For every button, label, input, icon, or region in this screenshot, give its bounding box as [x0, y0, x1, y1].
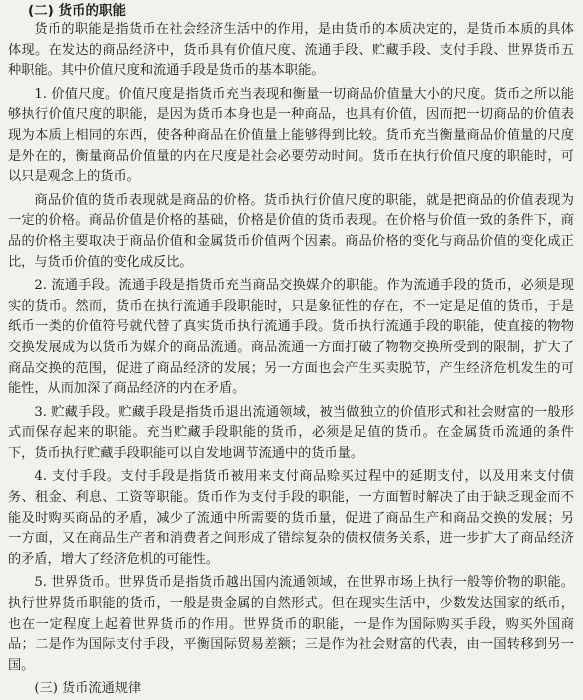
paragraph-value-measure: 1. 价值尺度。价值尺度是指货币充当表现和衡量一切商品价值量大小的尺度。货币之所以能够执行价值尺度的职能，是因为货币本身也是一种商品，也具有价值，因而把一切商品的价值表现为本质上相同的东西，使各种商品在价值量上能够得到比较。货币充当衡量商品价值量的尺度是外在的，衡量商品价值量的内在尺度是社会必要劳动时间。货币在执行价值尺度的职能时，可以只是观念上的货币。	[8, 86, 574, 185]
section-heading: (二) 货币的职能	[28, 3, 127, 19]
document-body	[8, 20, 574, 697]
paragraph-circulation: 2. 流通手段。流通手段是指货币充当商品交换媒介的职能。作为流通手段的货币，必须是现实的货币。然而，货币在执行流通手段职能时，只是象征性的存在，不一定是足值的货币，于是纸币一类的价值符号就代替了真实货币执行流通手段。货币执行流通手段的职能，使直接的物物交换发展成为以货币为媒介的商品流通。商品流通一方面打破了物物交换所受到的限制，扩大了商品交换的范围，促进了商品经济的发展；另一方面也会产生买卖脱节，产生经济危机发生的可能性，从而加深了商品经济的内在矛盾。	[8, 278, 574, 397]
next-section-heading-cut: (三) 货币流通规律	[34, 681, 142, 697]
paragraph-world-money: 5. 世界货币。世界货币是指货币越出国内流通领域，在世界市场上执行一般等价物的职能。执行世界货币职能的货币，一般是贵金属的自然形式。但在现实生活中，少数发达国家的纸币，也在一定程度上起着世界货币的作用。世界货币的职能，一是作为国际购买手段，购买外国商品；二是作为国际支付手段，平衡国际贸易差额；三是作为社会财富的代表，由一国转移到另一国。	[8, 575, 574, 673]
paragraph-store-of-value: 3. 贮藏手段。贮藏手段是指货币退出流通领域，被当做独立的价值形式和社会财富的一般形式而保存起来的职能。充当贮藏手段职能的货币，必须是足值的货币。在金属货币流通的条件下，货币执行贮藏手段职能可以自发地调节流通中的货币量。	[8, 404, 574, 461]
paragraph-payment: 4. 支付手段。支付手段是指货币被用来支付商品赊买过程中的延期支付，以及用来支付债务、租金、利息、工资等职能。货币作为支付手段的职能，一方面暂时解决了由于缺乏现金而不能及时购买商品的矛盾，减少了流通中所需要的货币量，促进了商品生产和商品交换的发展；另一方面，又在商品生产者和消费者之间形成了错综复杂的债权债务关系，进一步扩大了商品经济的矛盾，增大了经济危机的可能性。	[8, 469, 574, 567]
paragraph-price: 商品价值的货币表现就是商品的价格。货币执行价值尺度的职能，就是把商品的价值表现为一定的价格。商品价值是价格的基础，价格是价值的货币表现。在价格与价值一致的条件下，商品的价格主要取决于商品价值和金属货币价值两个因素。商品价格的变化与商品价值的变化成正比，与货币价值的变化成反比。	[8, 192, 574, 270]
paragraph-intro: 货币的职能是指货币在社会经济生活中的作用，是由货币的本质决定的，是货币本质的具体体现。在发达的商品经济中，货币具有价值尺度、流通手段、贮藏手段、支付手段、世界货币五种职能。其中价值尺度和流通手段是货币的基本职能。	[8, 22, 574, 79]
